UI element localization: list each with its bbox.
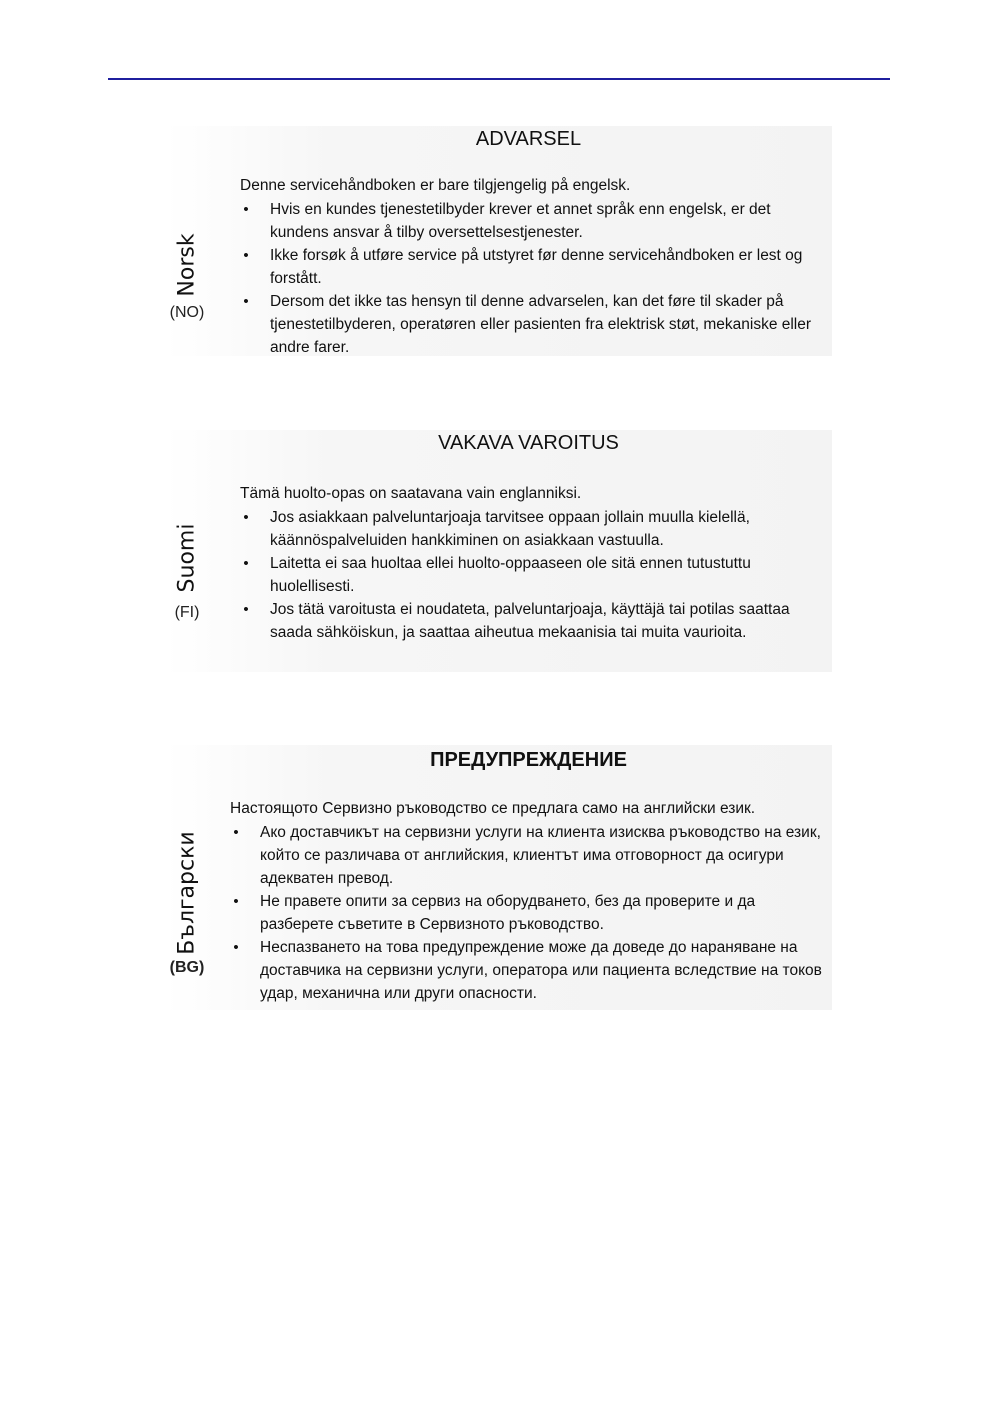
warning-block-suomi [165, 430, 832, 672]
bullet-glyph: • [243, 247, 249, 264]
header-rule [108, 78, 890, 80]
list-item [240, 244, 824, 290]
bullet-list [240, 198, 824, 359]
list-item-text: Jos tätä varoitusta ei noudateta, palveluntarjoaja, käyttäjä tai potilas saattaa saada sähköiskun, ja saattaa aiheutua mekaanisia tai muita vaurioita. [270, 601, 790, 641]
intro-text: Denne servicehåndboken er bare tilgjengelig på engelsk. [240, 177, 631, 194]
list-item-text: Ikke forsøk å utføre service på utstyret før denne servicehåndboken er lest og forstått. [270, 247, 803, 287]
intro-text: Tämä huolto-opas on saatavana vain englanniksi. [240, 485, 582, 502]
bullet-glyph: • [233, 893, 239, 910]
list-item-text: Jos asiakkaan palveluntarjoaja tarvitsee oppaan jollain muulla kielellä, käännöspalveluiden hankkiminen on asiakkaan vastuulla. [270, 509, 750, 549]
language-code: (FI) [174, 604, 200, 621]
language-code: (NO) [169, 304, 205, 321]
language-name: Suomi [174, 523, 200, 593]
language-name: Български [174, 831, 200, 955]
list-item-text: Hvis en kundes tjenestetilbyder krever et annet språk enn engelsk, er det kundens ansvar å tilby oversettelsestjenester. [270, 201, 771, 241]
list-item-text: Dersom det ikke tas hensyn til denne advarselen, kan det føre til skader på tjenestetilbyderen, operatøren eller pasienten fra elektrisk støt, mekaniske eller andre farer. [270, 293, 812, 356]
bullet-glyph: • [243, 293, 249, 310]
warning-heading: ADVARSEL [475, 128, 582, 150]
list-item [230, 821, 824, 890]
language-code: (BG) [169, 959, 205, 976]
bullet-list [240, 506, 824, 644]
warning-block-bulgarian [165, 745, 832, 1010]
language-column [165, 126, 209, 356]
bullet-glyph: • [233, 939, 239, 956]
list-item [240, 290, 824, 359]
language-name: Norsk [174, 233, 200, 297]
list-item [240, 598, 824, 644]
language-column [165, 430, 209, 672]
warning-heading: VAKAVA VAROITUS [438, 432, 619, 454]
list-item-text: Не правете опити за сервиз на оборудването, без да проверите и да разберете съветите в Сервизното ръководство. [260, 893, 756, 933]
list-item [230, 890, 824, 936]
list-item-text: Неспазването на това предупреждение може да доведе до нараняване на доставчика на сервизни услуги, оператора или пациента вследствие на токов удар, механична или други опасности. [260, 939, 822, 1002]
list-item [230, 936, 824, 1005]
warning-block-norsk [165, 126, 832, 356]
bullet-glyph: • [243, 509, 249, 526]
language-column [165, 745, 209, 1010]
bullet-glyph: • [233, 824, 239, 841]
bullet-glyph: • [243, 555, 249, 572]
bullet-glyph: • [243, 601, 249, 618]
bullet-list [230, 821, 824, 1005]
warning-heading: ПРЕДУПРЕЖДЕНИЕ [430, 749, 627, 771]
list-item-text: Ако доставчикът на сервизни услуги на клиента изисква ръководство на език, който се различава от английския, клиентът има отговорност да осигури адекватен превод. [260, 824, 821, 887]
bullet-glyph: • [243, 201, 249, 218]
list-item-text: Laitetta ei saa huoltaa ellei huolto-oppaaseen ole sitä ennen tutustuttu huolellisesti. [270, 555, 751, 595]
list-item [240, 198, 824, 244]
list-item [240, 506, 824, 552]
warning-content [240, 482, 824, 644]
warning-content [230, 797, 824, 1005]
list-item [240, 552, 824, 598]
warning-content [240, 174, 824, 359]
intro-text: Настоящото Сервизно ръководство се предлага само на английски език. [230, 800, 756, 817]
